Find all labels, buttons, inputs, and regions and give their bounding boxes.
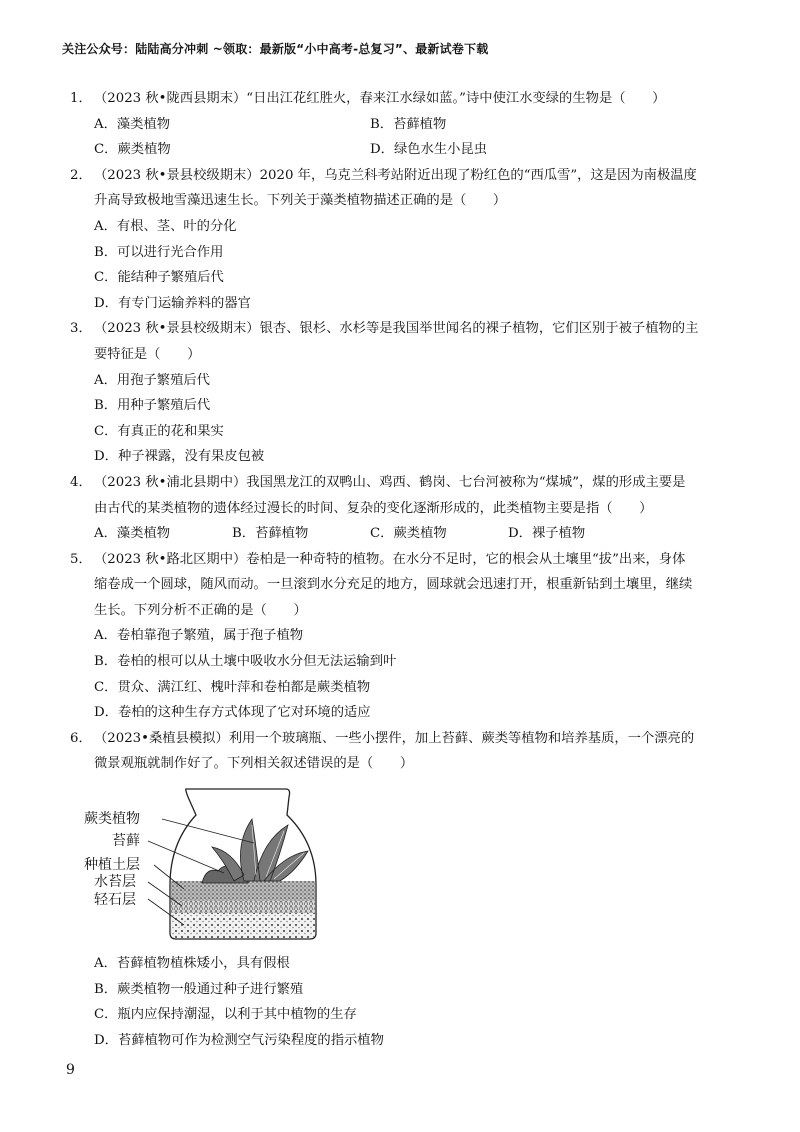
question-number: 5． (70, 551, 92, 567)
option-d: D．种子裸露，没有果皮包被 (94, 449, 265, 465)
question-stem: （2023•桑植县模拟）利用一个玻璃瓶、一些小摆件，加上苔藓、蕨类等植物和培养基质，一个漂亮的 (94, 730, 695, 746)
question-number: 2． (70, 167, 92, 183)
option-c: C．蕨类植物 (370, 526, 447, 542)
page-header: 关注公众号：陆陆高分冲刺 ~领取：最新版“小中高考-总复习”、最新试卷下载 (62, 42, 489, 56)
question-stem-cont: 由古代的某类植物的遗体经过漫长的时间、复杂的变化逐渐形成的，此类植物主要是指（ ） (94, 500, 653, 516)
option-c: C．有真正的花和果实 (94, 423, 224, 439)
option-b: B．卷柏的根可以从土壤中吸收水分但无法运输到叶 (94, 654, 397, 670)
question-stem-cont: 升高导致极地雪藻迅速生长。下列关于藻类植物描述正确的是（ ） (94, 193, 507, 209)
option-d: D．苔藓植物可作为检测空气污染程度的指示植物 (94, 1032, 384, 1048)
question-stem: （2023 秋•陇西县期末）“日出江花红胜火，春来江水绿如蓝。”诗中使江水变绿的生物是（ ） (94, 91, 666, 106)
question-number: 4． (70, 474, 92, 490)
question-1 (70, 86, 742, 163)
option-c: C．贯众、满江红、槐叶萍和卷柏都是蕨类植物 (94, 679, 371, 695)
option-b: B．可以进行光合作用 (94, 244, 224, 260)
option-b: B．苔藓植物 (232, 526, 309, 542)
question-list (70, 86, 742, 1053)
option-d: D．绿色水生小昆虫 (370, 142, 488, 158)
option-c: C．能结种子繁殖后代 (94, 270, 224, 286)
question-stem: （2023 秋•景县校级期末）银杏、银杉、水杉等是我国举世闻名的裸子植物，它们区别于被子植物的主 (94, 321, 699, 337)
question-stem-cont: 生长。下列分析不正确的是（ ） (94, 602, 307, 618)
option-b: B．用种子繁殖后代 (94, 398, 211, 414)
sphagnum-layer (171, 901, 315, 913)
terrarium-diagram (84, 785, 324, 945)
option-d: D．卷柏的这种生存方式体现了它对环境的适应 (94, 705, 371, 721)
question-number: 1． (70, 91, 92, 106)
question-stem: （2023 秋•景县校级期末）2020 年，乌克兰科考站附近出现了粉红色的“西瓜雪”，这是因为南极温度 (94, 167, 697, 183)
option-d: D．裸子植物 (508, 526, 586, 542)
label-sphagnum: 水苔层 (94, 874, 136, 891)
pumice-layer (171, 913, 315, 938)
question-2 (70, 163, 742, 317)
label-soil: 种植土层 (84, 857, 140, 874)
option-a: A．藻类植物 (94, 116, 171, 132)
soil-layer (171, 881, 315, 901)
question-stem-cont: 要特征是（ ） (94, 346, 201, 362)
question-6 (70, 726, 742, 1054)
option-a: A．用孢子繁殖后代 (94, 372, 210, 388)
terrarium-figure (70, 785, 742, 945)
label-moss: 苔藓 (112, 833, 140, 850)
question-stem-cont: 缩卷成一个圆球，随风而动。一旦滚到水分充足的地方，圆球就会迅速打开，根重新钻到土壤里，继续 (94, 577, 693, 593)
option-c: C．瓶内应保持潮湿，以利于其中植物的生存 (94, 1007, 357, 1023)
option-b: B．蕨类植物一般通过种子进行繁殖 (94, 981, 304, 997)
option-a: A．卷柏靠孢子繁殖，属于孢子植物 (94, 628, 304, 644)
question-stem: （2023 秋•浦北县期中）我国黑龙江的双鸭山、鸡西、鹤岗、七台河被称为“煤城”，煤的形成主要是 (94, 474, 686, 490)
page-number: 9 (66, 1062, 75, 1078)
option-c: C．蕨类植物 (94, 142, 171, 158)
question-number: 6． (70, 730, 92, 746)
label-pumice: 轻石层 (94, 892, 136, 909)
question-3 (70, 316, 742, 470)
option-a: A．藻类植物 (94, 526, 171, 542)
label-fern: 蕨类植物 (84, 811, 140, 828)
option-b: B．苔藓植物 (370, 116, 447, 132)
question-5 (70, 547, 742, 726)
option-a: A．有根、茎、叶的分化 (94, 218, 237, 234)
option-d: D．有专门运输养料的器官 (94, 295, 251, 311)
option-a: A．苔藓植物植株矮小，具有假根 (94, 956, 290, 972)
question-stem: （2023 秋•路北区期中）卷柏是一种奇特的植物。在水分不足时，它的根会从土壤里“拔”出来，身体 (94, 551, 686, 567)
question-number: 3． (70, 321, 92, 337)
question-4 (70, 470, 742, 547)
question-stem-cont: 微景观瓶就制作好了。下列相关叙述错误的是（ ） (94, 756, 414, 772)
